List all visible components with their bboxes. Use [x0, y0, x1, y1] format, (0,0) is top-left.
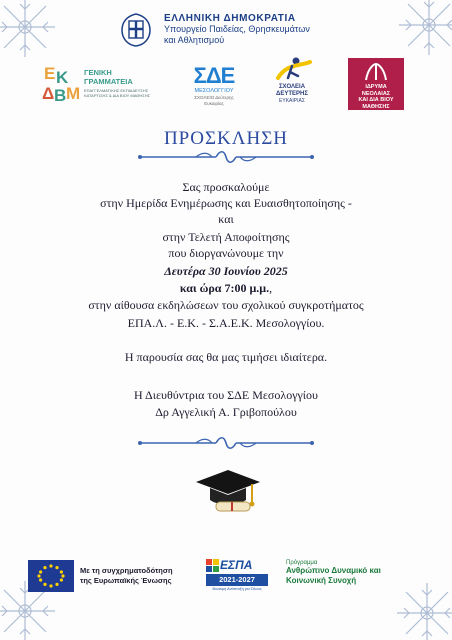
- eke-title: ΓΕΝΙΚΗ: [84, 68, 112, 77]
- funding-footer: [0, 554, 452, 598]
- youth-lifelong-learning-foundation-logo: [348, 58, 404, 110]
- program-logo: [286, 560, 381, 586]
- invitation-line: στην Τελετή Αποφοίτησης: [162, 230, 290, 244]
- graduation-cap-icon: [192, 462, 264, 518]
- espa-tagline: Βιώσιμη Ανάπτυξη για Όλους: [212, 587, 262, 591]
- snowflake-decoration-icon: [394, 0, 452, 60]
- eke-letter: Δ: [42, 84, 55, 103]
- foundation-wordmark: [350, 84, 402, 110]
- signer-name: Δρ Αγγελική Α. Γριβοπούλου: [155, 405, 297, 419]
- foundation-line: ΝΕΟΛΑΙΑΣ: [361, 90, 391, 97]
- espa-mark-icon: [206, 559, 219, 572]
- program-label: Πρόγραμμα: [286, 560, 318, 566]
- program-name: Ανθρώπινο Δυναμικό και: [286, 566, 381, 575]
- espa-wordmark: ΕΣΠΑ: [220, 558, 253, 572]
- runner-figure-icon: [270, 56, 314, 86]
- sxoleia-line: ΔΕΥΤΕΡΗΣ: [276, 91, 308, 97]
- honor-line: Η παρουσία σας θα μας τιμήσει ιδιαίτερα.: [124, 350, 328, 364]
- foundation-line: ΜΑΘΗΣΗΣ: [362, 103, 390, 110]
- espa-years: 2021-2027: [206, 574, 268, 586]
- invitation-line: στην Ημερίδα Ενημέρωσης και Ευαισθητοποίησης -: [100, 196, 352, 210]
- ornamental-divider-icon: [136, 432, 316, 454]
- second-chance-schools-logo: [256, 56, 320, 112]
- eu-flag-icon: [28, 560, 74, 592]
- invitation-line: Σας προσκαλούμε: [182, 180, 270, 194]
- eu-cofunding-text: [80, 566, 173, 586]
- foundation-line: ΙΔΡΥΜΑ: [365, 84, 387, 90]
- event-time: και ώρα 7:00 μ.μ.: [179, 281, 270, 295]
- sxoleia-line: ΣΧΟΛΕΙΑ: [278, 84, 306, 90]
- foundation-line: ΚΑΙ ΔΙΑ ΒΙΟΥ: [358, 97, 394, 103]
- sxoleia-line: ΕΥΚΑΙΡΙΑΣ: [279, 98, 305, 104]
- header-line: και Αθλητισμού: [164, 35, 225, 45]
- greek-emblem-icon: [118, 12, 154, 48]
- venue-line: ΕΠΑ.Λ. - Ε.Κ. - Σ.Α.Ε.Κ. Μεσολογγίου.: [127, 316, 325, 330]
- program-name: Κοινωνική Συνοχή: [286, 576, 357, 585]
- eke-mark-icon: [42, 64, 82, 108]
- ministry-header: [118, 12, 358, 48]
- eke-subtitle: ΕΠΑΓΓΕΛΜΑΤΙΚΗΣ ΕΚΠΑΙΔΕΥΣΗΣ ΚΑΤΑΡΤΙΣΗΣ & ΔΙΑ ΒΙΟΥ ΜΑΘΗΣΗΣ: [84, 88, 151, 98]
- sde-caption: ΣΧΟΛΕΙΟ Δεύτερης Ευκαιρίας: [194, 95, 234, 106]
- venue-line: στην αίθουσα εκδηλώσεων του σχολικού συγκροτήματος: [88, 298, 364, 312]
- event-time-suffix: ,: [269, 281, 273, 295]
- eke-letter: Μ: [66, 84, 81, 103]
- sde-subtitle: ΜΕΣΟΛΟΓΓΙΟΥ: [194, 88, 234, 94]
- event-date: Δευτέρα 30 Ιουνίου 2025: [164, 264, 288, 278]
- foundation-symbol-icon: [362, 62, 390, 82]
- eu-line: Με τη συγχρηματοδότηση: [80, 566, 173, 575]
- invitation-title: ΠΡΟΣΚΛΗΣΗ: [163, 128, 289, 149]
- invitation-line: που διοργανώνουμε την: [168, 246, 284, 260]
- snowflake-decoration-icon: [0, 0, 60, 62]
- eke-letter: Ε: [44, 64, 56, 83]
- invitation-line: και: [218, 212, 234, 226]
- espa-logo: [206, 558, 268, 594]
- header-line: Υπουργείο Παιδείας, Θρησκευμάτων: [164, 24, 310, 34]
- signer-role: Η Διευθύντρια του ΣΔΕ Μεσολογγίου: [134, 388, 318, 402]
- eke-title: ΓΡΑΜΜΑΤΕΙΑ: [84, 77, 133, 86]
- eke-letter: Κ: [56, 68, 69, 87]
- ornamental-divider-icon: [136, 146, 316, 168]
- sxoleia-wordmark: [264, 84, 320, 98]
- header-title: ΕΛΛΗΝΙΚΗ ΔΗΜΟΚΡΑΤΙΑ: [164, 13, 296, 24]
- sde-wordmark: ΣΔΕ: [193, 63, 235, 88]
- eu-line: της Ευρωπαϊκής Ένωσης: [80, 576, 172, 585]
- general-secretariat-logo: [42, 64, 162, 110]
- eke-letter: Β: [54, 86, 67, 105]
- event-time-line: [0, 281, 452, 296]
- sde-logo: [186, 64, 242, 110]
